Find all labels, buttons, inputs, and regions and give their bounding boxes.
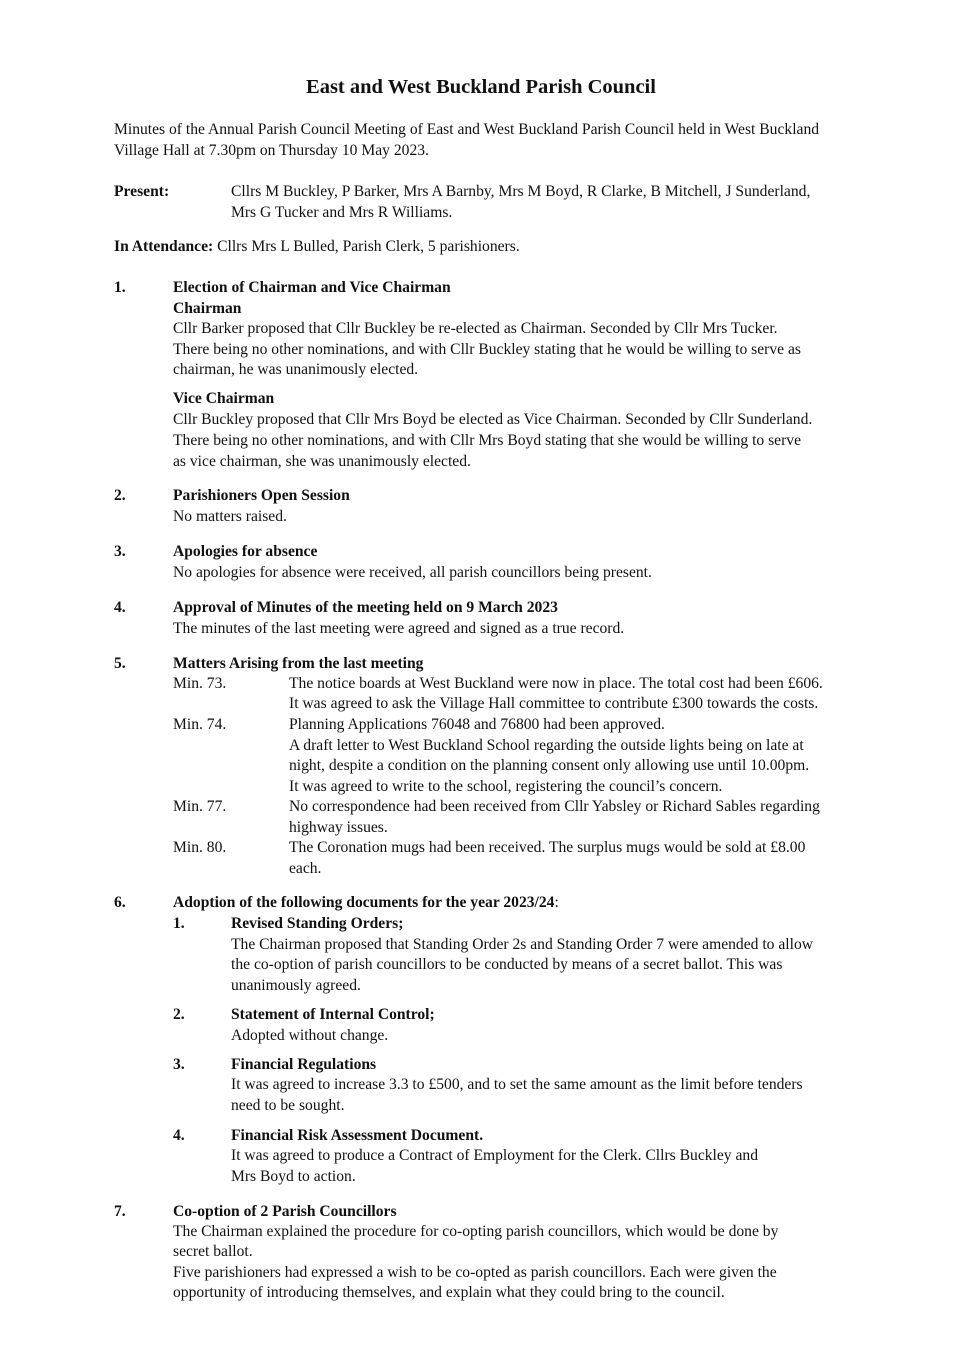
min-label: Min. 80. xyxy=(173,839,227,856)
sub-heading: Financial Regulations xyxy=(231,1056,377,1073)
min-text: No correspondence had been received from Cllr Yabsley or Richard Sables regarding xyxy=(289,798,820,815)
item-number: 5. xyxy=(114,655,126,672)
item-subheading: Chairman xyxy=(173,300,242,317)
intro-line: Minutes of the Annual Parish Council Meeting of East and West Buckland Parish Council held in West Buckland xyxy=(114,121,820,138)
item-text: The minutes of the last meeting were agreed and signed as a true record. xyxy=(173,620,625,637)
item-heading-row xyxy=(173,893,559,913)
sub-number: 4. xyxy=(173,1127,185,1144)
min-text: each. xyxy=(289,860,322,877)
sub-number: 2. xyxy=(173,1006,185,1023)
min-text: The notice boards at West Buckland were now in place. The total cost had been £606. xyxy=(289,675,823,692)
item-text: as vice chairman, she was unanimously elected. xyxy=(173,453,471,470)
sub-heading: Statement of Internal Control; xyxy=(231,1006,435,1023)
item-text: No apologies for absence were received, all parish councillors being present. xyxy=(173,564,652,581)
item-text: Cllr Buckley proposed that Cllr Mrs Boyd be elected as Vice Chairman. Seconded by Cllr Sunderland. xyxy=(173,411,813,428)
item-heading: Parishioners Open Session xyxy=(173,487,350,504)
item-subheading: Vice Chairman xyxy=(173,390,275,407)
sub-number: 1. xyxy=(173,915,185,932)
sub-heading: Revised Standing Orders; xyxy=(231,915,404,932)
min-text: night, despite a condition on the planning consent only allowing use until 10.00pm. xyxy=(289,757,810,774)
present-label: Present: xyxy=(114,183,170,200)
present-line: Mrs G Tucker and Mrs R Williams. xyxy=(231,204,453,221)
item-heading: Election of Chairman and Vice Chairman xyxy=(173,279,451,296)
item-number: 7. xyxy=(114,1203,126,1220)
min-text: It was agreed to ask the Village Hall committee to contribute £300 towards the costs. xyxy=(289,695,819,712)
intro-line: Village Hall at 7.30pm on Thursday 10 May 2023. xyxy=(114,142,429,159)
sub-heading: Financial Risk Assessment Document. xyxy=(231,1127,484,1144)
attendance-text: Cllrs Mrs L Bulled, Parish Clerk, 5 parishioners. xyxy=(217,238,520,255)
min-label: Min. 74. xyxy=(173,716,227,733)
min-text: It was agreed to write to the school, registering the council’s concern. xyxy=(289,778,723,795)
min-text: The Coronation mugs had been received. The surplus mugs would be sold at £8.00 xyxy=(289,839,806,856)
sub-text: The Chairman proposed that Standing Order 2s and Standing Order 7 were amended to allow xyxy=(231,936,814,953)
sub-text: Mrs Boyd to action. xyxy=(231,1168,356,1185)
min-label: Min. 77. xyxy=(173,798,227,815)
item-number: 1. xyxy=(114,279,126,296)
item-text: There being no other nominations, and with Cllr Buckley stating that he would be willing to serve as xyxy=(173,341,801,358)
attendance-label: In Attendance: xyxy=(114,238,214,255)
item-heading: Co-option of 2 Parish Councillors xyxy=(173,1203,397,1220)
present-line: Cllrs M Buckley, P Barker, Mrs A Barnby, Mrs M Boyd, R Clarke, B Mitchell, J Sunderland, xyxy=(231,183,811,200)
sub-text: It was agreed to increase 3.3 to £500, and to set the same amount as the limit before tenders xyxy=(231,1076,803,1093)
item-heading: Adoption of the following documents for the year 2023/24 xyxy=(173,894,555,911)
item-text: No matters raised. xyxy=(173,508,287,525)
heading-colon: : xyxy=(554,894,559,911)
min-text: highway issues. xyxy=(289,819,388,836)
sub-text: need to be sought. xyxy=(231,1097,345,1114)
item-text: Five parishioners had expressed a wish to be co-opted as parish councillors. Each were given the xyxy=(173,1264,777,1281)
item-heading: Apologies for absence xyxy=(173,543,318,560)
item-text: chairman, he was unanimously elected. xyxy=(173,361,419,378)
sub-text: It was agreed to produce a Contract of Employment for the Clerk. Cllrs Buckley and xyxy=(231,1147,759,1164)
item-heading: Approval of Minutes of the meeting held on 9 March 2023 xyxy=(173,599,558,616)
sub-text: the co-option of parish councillors to be conducted by means of a secret ballot. This was xyxy=(231,956,783,973)
min-text: Planning Applications 76048 and 76800 had been approved. xyxy=(289,716,665,733)
sub-number: 3. xyxy=(173,1056,185,1073)
document-title: East and West Buckland Parish Council xyxy=(306,76,656,98)
min-label: Min. 73. xyxy=(173,675,227,692)
item-number: 3. xyxy=(114,543,126,560)
item-heading: Matters Arising from the last meeting xyxy=(173,655,424,672)
item-number: 4. xyxy=(114,599,126,616)
sub-text: unanimously agreed. xyxy=(231,977,361,994)
item-text: opportunity of introducing themselves, and explain what they could bring to the council. xyxy=(173,1284,725,1301)
item-number: 6. xyxy=(114,894,126,911)
min-text: A draft letter to West Buckland School regarding the outside lights being on late at xyxy=(289,737,804,754)
sub-text: Adopted without change. xyxy=(231,1027,389,1044)
item-text: secret ballot. xyxy=(173,1243,253,1260)
attendance-row xyxy=(114,237,520,257)
item-text: There being no other nominations, and with Cllr Mrs Boyd stating that she would be willing to serve xyxy=(173,432,801,449)
item-text: Cllr Barker proposed that Cllr Buckley be re-elected as Chairman. Seconded by Cllr Mrs Tucker. xyxy=(173,320,778,337)
item-text: The Chairman explained the procedure for co-opting parish councillors, which would be done by xyxy=(173,1223,779,1240)
item-number: 2. xyxy=(114,487,126,504)
